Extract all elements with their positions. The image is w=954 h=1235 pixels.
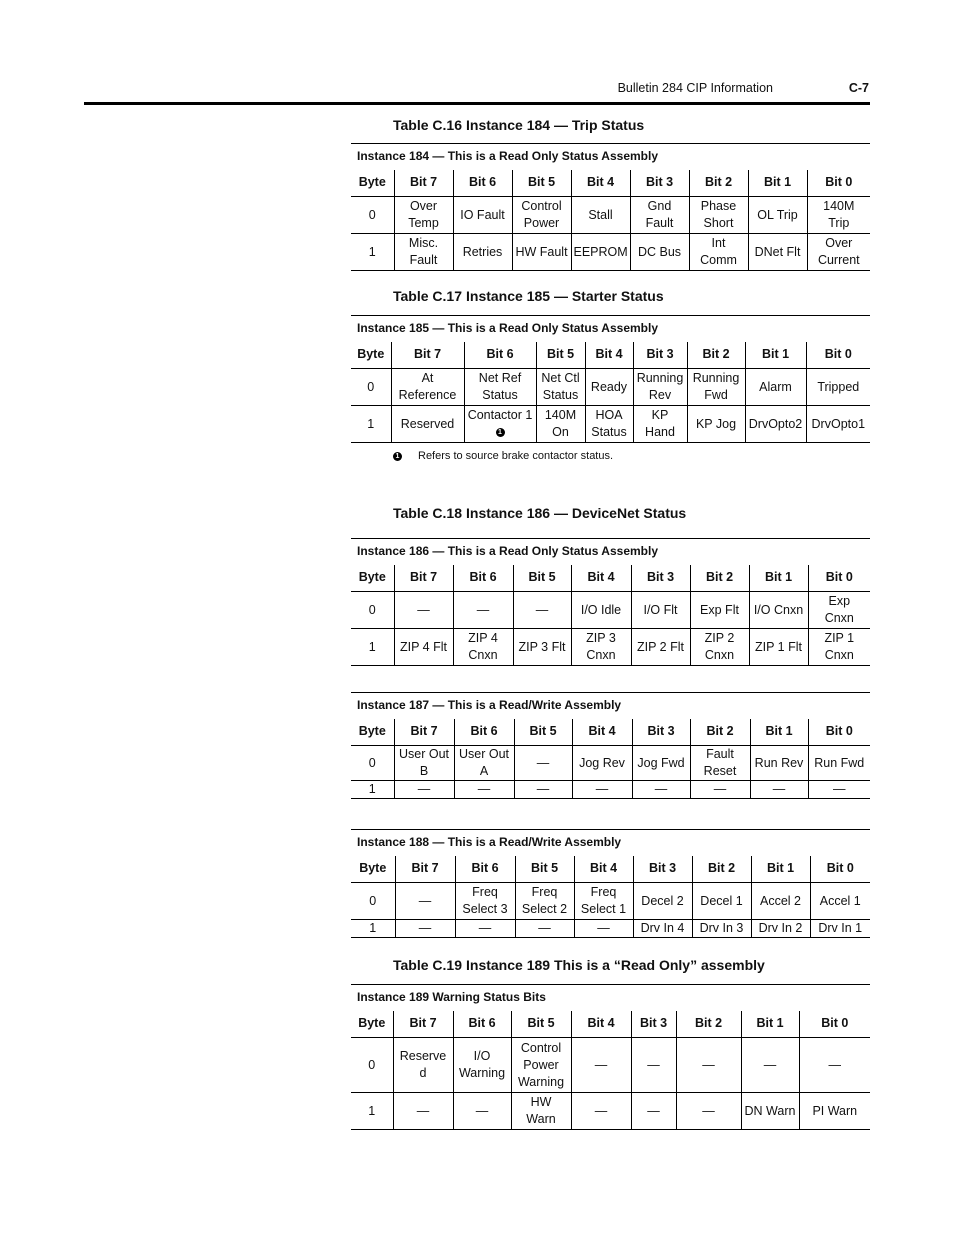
column-header: Bit 7 bbox=[394, 170, 453, 197]
caption-number: Table C.18 bbox=[393, 505, 462, 521]
bit-cell: HW Warn bbox=[511, 1093, 571, 1130]
bit-cell: Over Temp bbox=[394, 197, 453, 234]
bit-cell: Control Power Warning bbox=[511, 1038, 571, 1093]
bit-cell: Accel 2 bbox=[751, 883, 810, 920]
bit-cell: — bbox=[632, 781, 690, 799]
bit-cell: Exp Flt bbox=[690, 592, 749, 629]
bit-cell: — bbox=[676, 1038, 741, 1093]
bit-cell: — bbox=[571, 1093, 631, 1130]
bit-cell: DN Warn bbox=[741, 1093, 799, 1130]
column-header: Bit 3 bbox=[631, 1011, 676, 1038]
table-row bbox=[351, 781, 870, 799]
bit-cell: ZIP 4 Cnxn bbox=[453, 629, 513, 666]
bit-cell: At Reference bbox=[391, 369, 464, 406]
page-number: C-7 bbox=[848, 81, 869, 95]
column-header: Bit 2 bbox=[692, 856, 751, 883]
bit-cell: Freq Select 3 bbox=[455, 883, 515, 920]
byte-cell: 1 bbox=[351, 234, 394, 271]
bit-cell: Int Comm bbox=[689, 234, 748, 271]
bit-cell: OL Trip bbox=[748, 197, 807, 234]
bit-cell: — bbox=[750, 781, 808, 799]
column-header: Bit 6 bbox=[453, 170, 512, 197]
column-header: Bit 4 bbox=[571, 170, 630, 197]
column-header: Byte bbox=[351, 342, 391, 369]
column-header: Bit 7 bbox=[394, 565, 453, 592]
column-header: Bit 0 bbox=[808, 719, 870, 746]
column-header: Bit 6 bbox=[453, 565, 513, 592]
caption-number: Table C.16 bbox=[393, 117, 462, 133]
caption-title: Instance 189 This is a “Read Only” assembly bbox=[466, 957, 765, 973]
bit-cell: User Out B bbox=[394, 746, 454, 781]
bit-cell: DC Bus bbox=[630, 234, 689, 271]
bit-cell: Net Ref Status bbox=[464, 369, 536, 406]
bit-cell: — bbox=[394, 592, 453, 629]
table-title: Instance 186 — This is a Read Only Status Assembly bbox=[351, 539, 870, 565]
bit-cell: HW Fault bbox=[512, 234, 571, 271]
byte-cell: 1 bbox=[351, 920, 395, 938]
bit-cell: — bbox=[571, 1038, 631, 1093]
column-header: Bit 4 bbox=[572, 719, 632, 746]
bit-cell: Drv In 2 bbox=[751, 920, 810, 938]
bit-cell: — bbox=[513, 592, 571, 629]
bit-cell: ZIP 1 Cnxn bbox=[808, 629, 870, 666]
column-header: Byte bbox=[351, 719, 394, 746]
bit-cell: — bbox=[394, 781, 454, 799]
bit-cell: Gnd Fault bbox=[630, 197, 689, 234]
bit-cell: Freq Select 2 bbox=[515, 883, 574, 920]
bit-cell: HOA Status bbox=[585, 406, 633, 443]
bit-cell: Tripped bbox=[806, 369, 870, 406]
table-row bbox=[351, 369, 870, 406]
bit-cell: DrvOpto2 bbox=[745, 406, 806, 443]
bit-cell: Phase Short bbox=[689, 197, 748, 234]
column-header: Bit 2 bbox=[689, 170, 748, 197]
header-rule bbox=[84, 102, 870, 105]
caption-title: Instance 186 — DeviceNet Status bbox=[466, 505, 687, 521]
instance-188-table bbox=[351, 829, 870, 938]
column-header: Bit 6 bbox=[464, 342, 536, 369]
bit-cell: I/O Idle bbox=[571, 592, 631, 629]
caption-number: Table C.19 bbox=[393, 957, 462, 973]
column-header: Bit 2 bbox=[690, 719, 750, 746]
column-header: Bit 0 bbox=[807, 170, 870, 197]
bit-cell: Reserved bbox=[391, 406, 464, 443]
bit-cell: — bbox=[395, 883, 455, 920]
bit-cell: Retries bbox=[453, 234, 512, 271]
instance-185-table bbox=[351, 315, 870, 443]
bit-cell: ZIP 3 Flt bbox=[513, 629, 571, 666]
column-header: Bit 5 bbox=[513, 565, 571, 592]
column-header: Bit 2 bbox=[676, 1011, 741, 1038]
bit-cell: ZIP 4 Flt bbox=[394, 629, 453, 666]
bit-cell: Net Ctl Status bbox=[536, 369, 585, 406]
column-header: Bit 4 bbox=[571, 1011, 631, 1038]
column-header: Byte bbox=[351, 856, 395, 883]
bit-cell: Jog Fwd bbox=[632, 746, 690, 781]
bit-cell: — bbox=[393, 1093, 453, 1130]
table-title: Instance 188 — This is a Read/Write Assembly bbox=[351, 830, 870, 856]
bit-cell: ZIP 2 Cnxn bbox=[690, 629, 749, 666]
column-header: Bit 3 bbox=[632, 719, 690, 746]
bit-cell: Drv In 3 bbox=[692, 920, 751, 938]
column-header: Bit 1 bbox=[750, 719, 808, 746]
bit-cell: Fault Reset bbox=[690, 746, 750, 781]
bit-cell: User Out A bbox=[454, 746, 514, 781]
bit-cell: Drv In 4 bbox=[633, 920, 692, 938]
footnote-reference-marker: 1 bbox=[496, 428, 505, 437]
caption-title: Instance 184 — Trip Status bbox=[466, 117, 645, 133]
table-row bbox=[351, 234, 870, 271]
bit-cell: — bbox=[453, 592, 513, 629]
column-header: Bit 5 bbox=[515, 856, 574, 883]
bit-cell: Drv In 1 bbox=[810, 920, 870, 938]
caption-title: Instance 185 — Starter Status bbox=[466, 288, 664, 304]
bit-cell: ZIP 3 Cnxn bbox=[571, 629, 631, 666]
bit-cell: — bbox=[395, 920, 455, 938]
caption-number: Table C.17 bbox=[393, 288, 462, 304]
bit-cell: Contactor 1 1 bbox=[464, 406, 536, 443]
column-header: Bit 5 bbox=[511, 1011, 571, 1038]
bit-cell: 140M Trip bbox=[807, 197, 870, 234]
bit-cell: I/O Flt bbox=[631, 592, 690, 629]
running-header-title: Bulletin 284 CIP Information bbox=[617, 81, 773, 95]
column-header: Bit 0 bbox=[810, 856, 870, 883]
column-header: Bit 1 bbox=[745, 342, 806, 369]
column-header: Bit 0 bbox=[808, 565, 870, 592]
table-row bbox=[351, 197, 870, 234]
instance-187-table bbox=[351, 692, 870, 799]
column-header: Bit 7 bbox=[395, 856, 455, 883]
table-row bbox=[351, 746, 870, 781]
column-header: Bit 2 bbox=[687, 342, 745, 369]
column-header: Bit 4 bbox=[574, 856, 633, 883]
footnote bbox=[393, 450, 613, 462]
table-row bbox=[351, 406, 870, 443]
bit-cell: — bbox=[676, 1093, 741, 1130]
bit-cell: Exp Cnxn bbox=[808, 592, 870, 629]
table-row bbox=[351, 1093, 870, 1130]
column-header: Bit 1 bbox=[749, 565, 808, 592]
footnote-text: Refers to source brake contactor status. bbox=[418, 450, 614, 462]
byte-cell: 0 bbox=[351, 592, 394, 629]
bit-cell: Misc. Fault bbox=[394, 234, 453, 271]
bit-cell: Run Rev bbox=[750, 746, 808, 781]
bit-cell: — bbox=[631, 1038, 676, 1093]
table-row bbox=[351, 883, 870, 920]
column-header: Bit 1 bbox=[748, 170, 807, 197]
bit-cell: Ready bbox=[585, 369, 633, 406]
table-row bbox=[351, 1038, 870, 1093]
bit-cell: EEPROM bbox=[571, 234, 630, 271]
bit-cell: Stall bbox=[571, 197, 630, 234]
column-header: Bit 6 bbox=[453, 1011, 511, 1038]
bit-cell: Run Fwd bbox=[808, 746, 870, 781]
bit-cell: Accel 1 bbox=[810, 883, 870, 920]
byte-cell: 0 bbox=[351, 883, 395, 920]
bit-cell: — bbox=[515, 920, 574, 938]
caption-table-c16 bbox=[393, 117, 644, 133]
instance-189-table bbox=[351, 984, 870, 1130]
column-header: Bit 3 bbox=[633, 856, 692, 883]
column-header: Bit 6 bbox=[454, 719, 514, 746]
bit-cell: ZIP 2 Flt bbox=[631, 629, 690, 666]
table-title: Instance 185 — This is a Read Only Status Assembly bbox=[351, 316, 870, 342]
caption-table-c17 bbox=[393, 288, 664, 304]
column-header: Bit 3 bbox=[630, 170, 689, 197]
bit-cell: Alarm bbox=[745, 369, 806, 406]
table-title: Instance 187 — This is a Read/Write Assembly bbox=[351, 693, 870, 719]
column-header: Bit 4 bbox=[585, 342, 633, 369]
bit-cell: KP Jog bbox=[687, 406, 745, 443]
bit-cell: 140M On bbox=[536, 406, 585, 443]
byte-cell: 0 bbox=[351, 197, 394, 234]
column-header: Bit 5 bbox=[514, 719, 572, 746]
bit-cell: — bbox=[799, 1038, 870, 1093]
column-header: Bit 7 bbox=[393, 1011, 453, 1038]
bit-cell: Control Power bbox=[512, 197, 571, 234]
bit-cell: — bbox=[741, 1038, 799, 1093]
column-header: Bit 7 bbox=[391, 342, 464, 369]
bit-cell: ZIP 1 Flt bbox=[749, 629, 808, 666]
bit-cell: Freq Select 1 bbox=[574, 883, 633, 920]
table-title: Instance 184 — This is a Read Only Status Assembly bbox=[351, 144, 870, 170]
bit-cell: — bbox=[690, 781, 750, 799]
column-header: Bit 0 bbox=[799, 1011, 870, 1038]
byte-cell: 0 bbox=[351, 369, 391, 406]
byte-cell: 0 bbox=[351, 1038, 393, 1093]
column-header: Byte bbox=[351, 565, 394, 592]
bit-cell: Running Fwd bbox=[687, 369, 745, 406]
column-header: Bit 1 bbox=[741, 1011, 799, 1038]
byte-cell: 1 bbox=[351, 406, 391, 443]
bit-cell: DNet Flt bbox=[748, 234, 807, 271]
caption-table-c19 bbox=[393, 957, 765, 973]
bit-cell: — bbox=[574, 920, 633, 938]
column-header: Bit 3 bbox=[631, 565, 690, 592]
instance-186-table bbox=[351, 538, 870, 666]
byte-cell: 0 bbox=[351, 746, 394, 781]
byte-cell: 1 bbox=[351, 781, 394, 799]
bit-cell: — bbox=[808, 781, 870, 799]
column-header: Byte bbox=[351, 1011, 393, 1038]
bit-cell: — bbox=[514, 781, 572, 799]
footnote-marker: 1 bbox=[393, 452, 402, 461]
bit-cell: PI Warn bbox=[799, 1093, 870, 1130]
instance-184-table bbox=[351, 143, 870, 271]
byte-cell: 1 bbox=[351, 1093, 393, 1130]
bit-cell: IO Fault bbox=[453, 197, 512, 234]
column-header: Bit 6 bbox=[455, 856, 515, 883]
column-header: Bit 2 bbox=[690, 565, 749, 592]
bit-cell: KP Hand bbox=[633, 406, 687, 443]
caption-table-c18 bbox=[393, 505, 686, 521]
table-row bbox=[351, 629, 870, 666]
bit-cell: DrvOpto1 bbox=[806, 406, 870, 443]
column-header: Bit 0 bbox=[806, 342, 870, 369]
table-row bbox=[351, 592, 870, 629]
column-header: Bit 3 bbox=[633, 342, 687, 369]
column-header: Bit 7 bbox=[394, 719, 454, 746]
column-header: Bit 4 bbox=[571, 565, 631, 592]
bit-cell: Over Current bbox=[807, 234, 870, 271]
bit-cell: — bbox=[454, 781, 514, 799]
column-header: Byte bbox=[351, 170, 394, 197]
byte-cell: 1 bbox=[351, 629, 394, 666]
table-row bbox=[351, 920, 870, 938]
bit-cell: — bbox=[514, 746, 572, 781]
bit-cell: — bbox=[631, 1093, 676, 1130]
bit-cell: Jog Rev bbox=[572, 746, 632, 781]
table-title: Instance 189 Warning Status Bits bbox=[351, 985, 870, 1011]
bit-cell: — bbox=[455, 920, 515, 938]
column-header: Bit 5 bbox=[512, 170, 571, 197]
bit-cell: I/O Warning bbox=[453, 1038, 511, 1093]
bit-cell: Running Rev bbox=[633, 369, 687, 406]
bit-cell: I/O Cnxn bbox=[749, 592, 808, 629]
column-header: Bit 1 bbox=[751, 856, 810, 883]
bit-cell: Decel 1 bbox=[692, 883, 751, 920]
bit-cell: — bbox=[453, 1093, 511, 1130]
bit-cell: — bbox=[572, 781, 632, 799]
bit-cell: Decel 2 bbox=[633, 883, 692, 920]
column-header: Bit 5 bbox=[536, 342, 585, 369]
bit-cell: Reserve d bbox=[393, 1038, 453, 1093]
